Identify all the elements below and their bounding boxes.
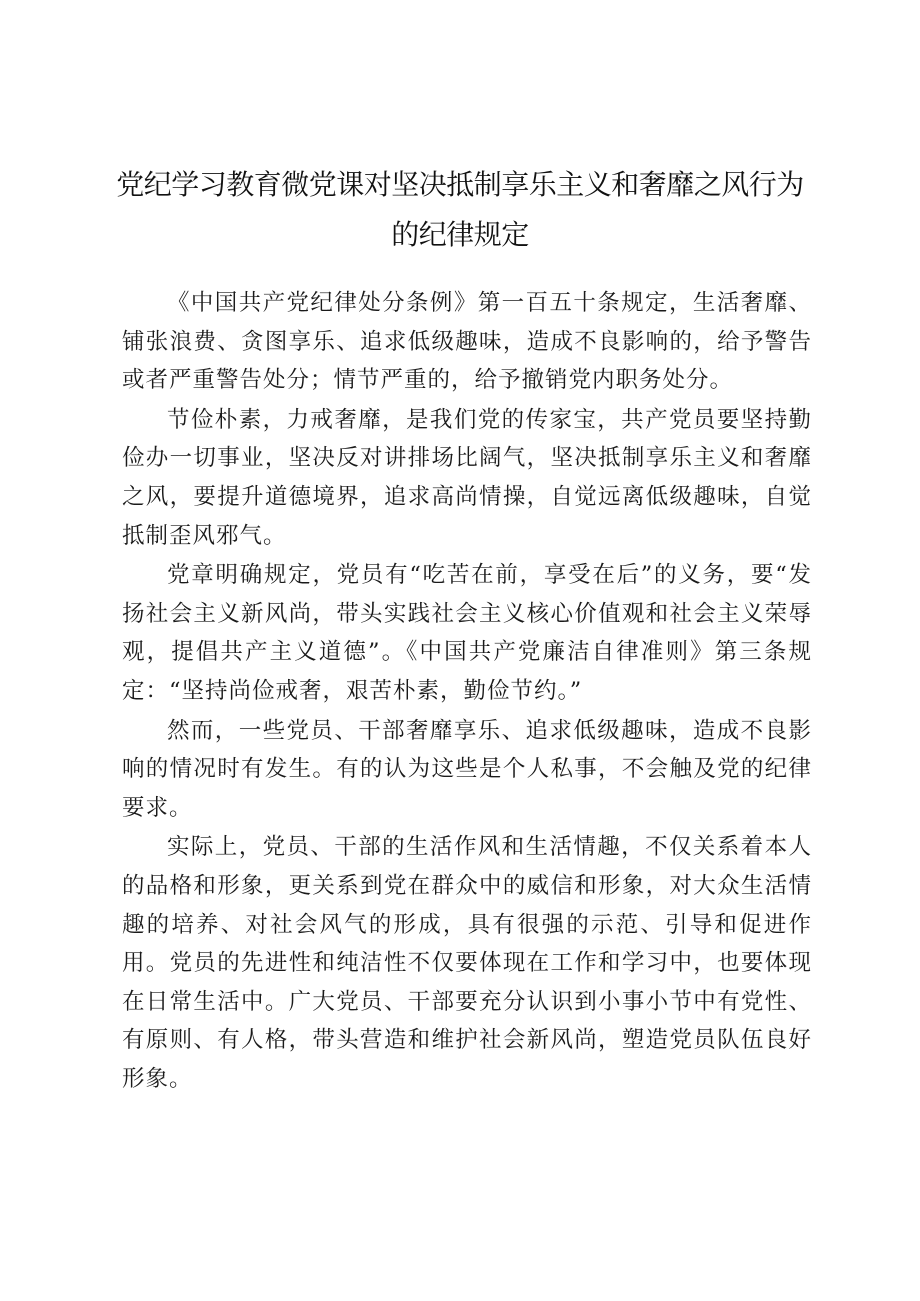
paragraph-conclusion: 实际上，党员、干部的生活作风和生活情趣，不仅关系着本人的品格和形象，更关系到党在群众中的威信和形象，对大众生活情趣的培养、对社会风气的形成，具有很强的示范、引导和促进作用。党员的先进性和纯洁性不仅要体现在工作和学习中，也要体现在日常生活中。广大党员、干部要充分认识到小事小节中有党性、有原则、有人格，带头营造和维护社会新风尚，塑造党员队伍良好形象。	[122, 834, 812, 1092]
paragraph-party-constitution: 党章明确规定，党员有“吃苦在前，享受在后”的义务，要“发扬社会主义新风尚，带头实践社会主义核心价值观和社会主义荣辱观，提倡共产主义道德”。《中国共产党廉洁自律准则》第三条规定：“坚持尚俭戒奢，艰苦朴素，勤俭节约。”	[122, 562, 812, 704]
paragraph-regulation-article-150: 《中国共产党纪律处分条例》第一百五十条规定，生活奢靡、铺张浪费、贪图享乐、追求低级趣味，造成不良影响的，给予警告或者严重警告处分；情节严重的，给予撤销党内职务处分。	[122, 290, 812, 394]
paragraph-problem: 然而，一些党员、干部奢靡享乐、追求低级趣味，造成不良影响的情况时有发生。有的认为这些是个人私事，不会触及党的纪律要求。	[122, 717, 812, 821]
paragraph-frugality: 节俭朴素，力戒奢靡，是我们党的传家宝，共产党员要坚持勤俭办一切事业，坚决反对讲排场比阔气，坚决抵制享乐主义和奢靡之风，要提升道德境界，追求高尚情操，自觉远离低级趣味，自觉抵制歪风邪气。	[122, 406, 812, 549]
document-body	[122, 284, 812, 1099]
document-title: 党纪学习教育微党课对坚决抵制享乐主义和奢靡之风行为的纪律规定	[116, 168, 804, 251]
